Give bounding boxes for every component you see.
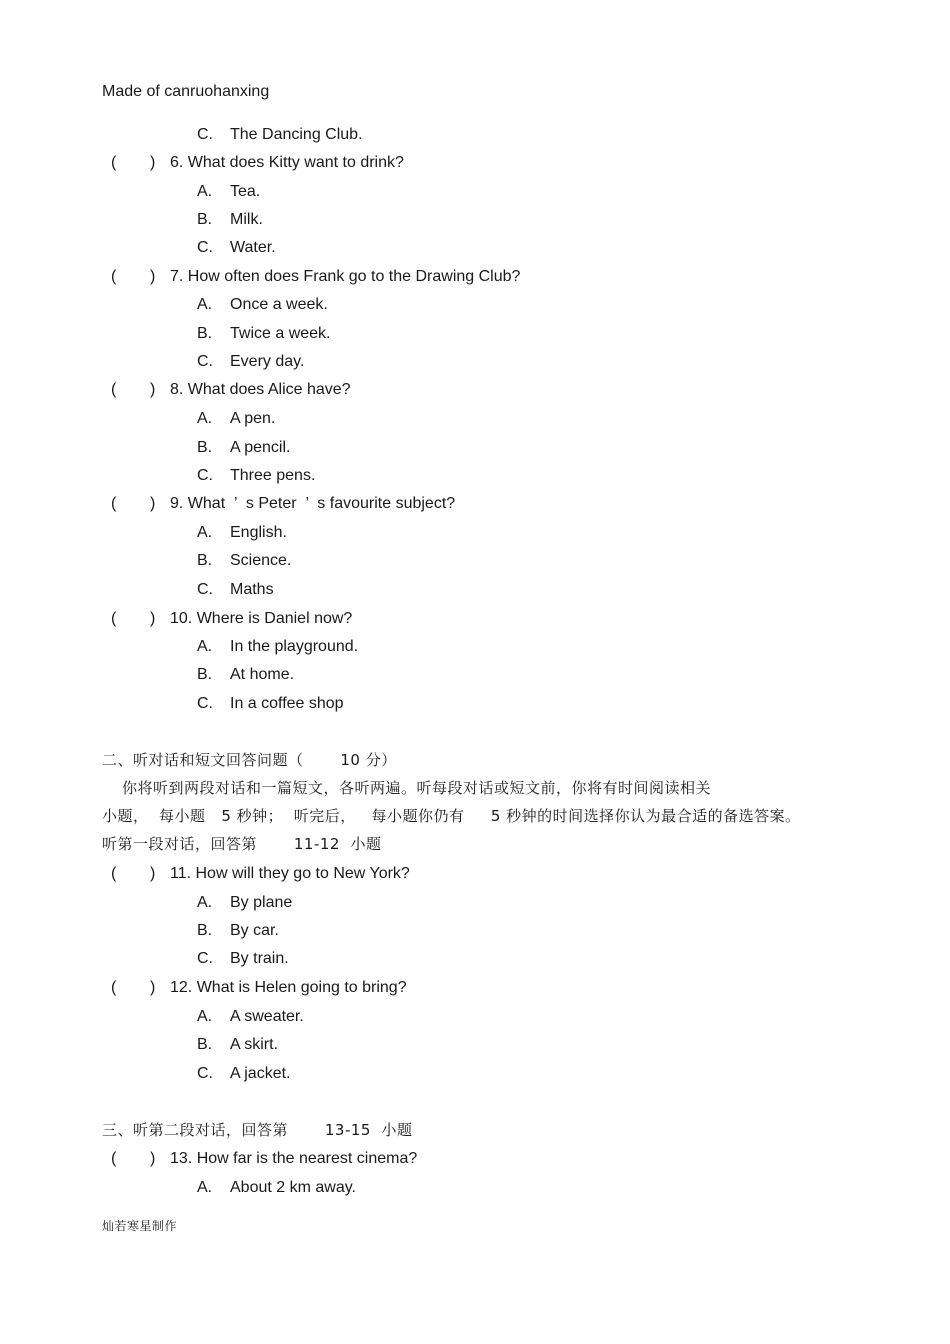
instruction-text: 听第一段对话，回答第 11-12 小题 [102,835,382,853]
header-text: Made of canruohanxing [102,83,270,100]
answer-bracket-close: ) [150,865,156,882]
option-label: A. [197,524,213,541]
option-label: B. [197,1036,213,1053]
answer-bracket-open: ( [111,1150,117,1167]
option-text: Three pens. [230,467,316,484]
answer-bracket-open: ( [111,610,117,627]
option-label: C. [197,126,213,143]
question-text: 13. How far is the nearest cinema? [170,1150,418,1167]
question-text: 12. What is Helen going to bring? [170,979,407,996]
question-text: 10. Where is Daniel now? [170,610,353,627]
option-label: C. [197,581,213,598]
question-text: 9. What ’ s Peter ’ s favourite subject? [170,495,456,512]
option-text: Twice a week. [230,325,331,342]
option-text: Water. [230,239,276,256]
option-text: Tea. [230,183,261,200]
option-text: About 2 km away. [230,1179,356,1196]
option-label: B. [197,922,213,939]
section-heading: 三、听第二段对话，回答第 13-15 小题 [102,1121,413,1139]
option-text: A pen. [230,410,276,427]
answer-bracket-close: ) [150,495,156,512]
option-label: A. [197,1179,213,1196]
option-text: A jacket. [230,1065,291,1082]
option-text: By car. [230,922,279,939]
answer-bracket-open: ( [111,381,117,398]
question-text: 11. How will they go to New York? [170,865,410,882]
option-text: Every day. [230,353,305,370]
option-label: C. [197,353,213,370]
option-text: The Dancing Club. [230,126,363,143]
option-label: A. [197,296,213,313]
option-label: A. [197,638,213,655]
option-label: C. [197,695,213,712]
option-text: A sweater. [230,1008,304,1025]
footer-text: 灿若寒星制作 [102,1219,178,1233]
option-text: Once a week. [230,296,328,313]
question-text: 6. What does Kitty want to drink? [170,154,404,171]
answer-bracket-close: ) [150,979,156,996]
section-heading: 二、听对话和短文回答问题（ 10 分） [102,751,397,769]
question-text: 8. What does Alice have? [170,381,351,398]
option-text: By plane [230,894,293,911]
answer-bracket-close: ) [150,610,156,627]
answer-bracket-close: ) [150,154,156,171]
option-label: C. [197,467,213,484]
option-label: B. [197,211,213,228]
answer-bracket-open: ( [111,495,117,512]
option-text: In the playground. [230,638,359,655]
option-text: By train. [230,950,289,967]
option-text: Milk. [230,211,263,228]
option-text: A skirt. [230,1036,279,1053]
answer-bracket-open: ( [111,268,117,285]
option-text: English. [230,524,287,541]
option-label: C. [197,239,213,256]
answer-bracket-close: ) [150,381,156,398]
option-label: B. [197,666,213,683]
option-label: A. [197,183,213,200]
answer-bracket-close: ) [150,1150,156,1167]
question-text: 7. How often does Frank go to the Drawing Club? [170,268,521,285]
answer-bracket-close: ) [150,268,156,285]
option-text: Science. [230,552,292,569]
option-label: C. [197,1065,213,1082]
instruction-text: 你将听到两段对话和一篇短文，各听两遍。听每段对话或短文前，你将有时间阅读相关 [122,779,712,797]
option-label: A. [197,894,213,911]
option-label: B. [197,439,213,456]
option-text: Maths [230,581,274,598]
option-text: A pencil. [230,439,291,456]
answer-bracket-open: ( [111,154,117,171]
option-label: B. [197,325,213,342]
answer-bracket-open: ( [111,979,117,996]
option-label: A. [197,1008,213,1025]
option-text: At home. [230,666,295,683]
option-text: In a coffee shop [230,695,344,712]
option-label: A. [197,410,213,427]
option-label: B. [197,552,213,569]
instruction-text: 小题， 每小题 5 秒钟； 听完后， 每小题你仍有 5 秒钟的时间选择你认为最合适的备选答案。 [102,807,801,825]
option-label: C. [197,950,213,967]
answer-bracket-open: ( [111,865,117,882]
